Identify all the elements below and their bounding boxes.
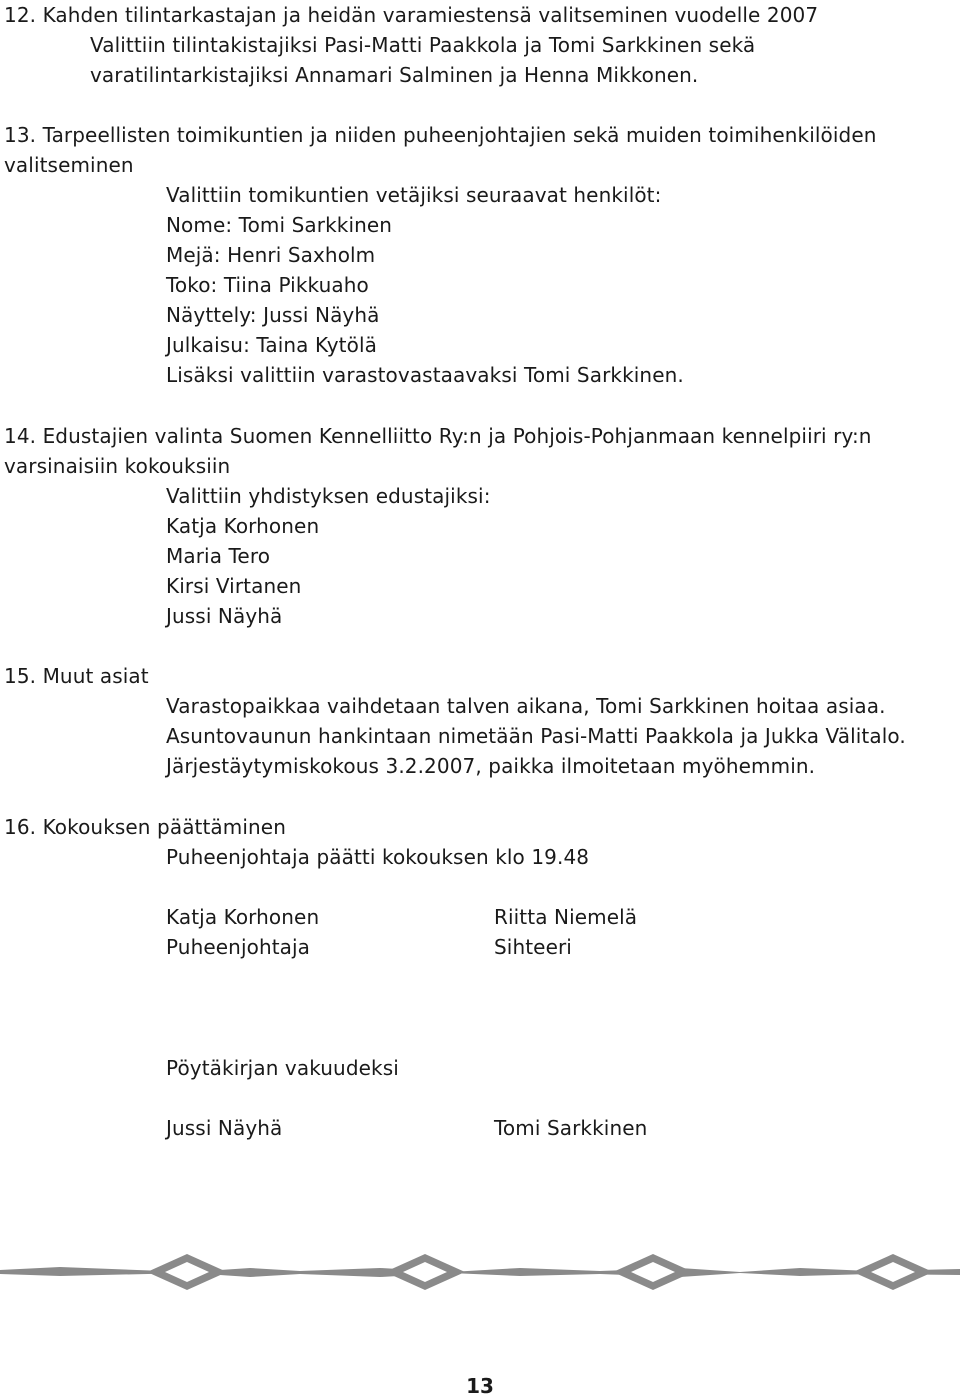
signature-left-name: Katja Korhonen xyxy=(166,905,320,929)
section-14-line-1: Valittiin yhdistyksen edustajiksi: xyxy=(166,484,491,508)
ornament-divider xyxy=(0,1250,960,1294)
section-14-heading: 14. Edustajien valinta Suomen Kennelliitto Ry:n ja Pohjois-Pohjanmaan kennelpiiri ry:n xyxy=(4,424,872,448)
section-13-heading: 13. Tarpeellisten toimikuntien ja niiden puheenjohtajien sekä muiden toimihenkilöiden xyxy=(4,123,877,147)
section-13-line-4: Toko: Tiina Pikkuaho xyxy=(166,273,369,297)
signature-left-role: Puheenjohtaja xyxy=(166,935,311,959)
section-13-line-7: Lisäksi valittiin varastovastaavaksi Tomi Sarkkinen. xyxy=(166,363,684,387)
page-number: 13 xyxy=(466,1374,494,1398)
section-13-line-2: Nome: Tomi Sarkkinen xyxy=(166,213,393,237)
section-15-line-1: Varastopaikkaa vaihdetaan talven aikana, Tomi Sarkkinen hoitaa asiaa. xyxy=(166,694,886,718)
section-14-line-5: Jussi Näyhä xyxy=(166,604,283,628)
section-16-heading: 16. Kokouksen päättäminen xyxy=(4,815,286,839)
section-12-line-1: Valittiin tilintakistajiksi Pasi-Matti Paakkola ja Tomi Sarkkinen sekä xyxy=(90,33,756,57)
section-14-heading-cont: varsinaisiin kokouksiin xyxy=(4,454,231,478)
signature-right-name: Riitta Niemelä xyxy=(494,905,638,929)
section-15-line-2: Asuntovaunun hankintaan nimetään Pasi-Matti Paakkola ja Jukka Välitalo. xyxy=(166,724,906,748)
section-14-line-4: Kirsi Virtanen xyxy=(166,574,302,598)
signature-right-role: Sihteeri xyxy=(494,935,572,959)
section-13-line-3: Mejä: Henri Saxholm xyxy=(166,243,376,267)
verifier-right-name: Tomi Sarkkinen xyxy=(494,1116,648,1140)
section-13-line-6: Julkaisu: Taina Kytölä xyxy=(166,333,377,357)
verification-label: Pöytäkirjan vakuudeksi xyxy=(166,1056,399,1080)
section-15-line-3: Järjestäytymiskokous 3.2.2007, paikka ilmoitetaan myöhemmin. xyxy=(166,754,816,778)
section-14-line-2: Katja Korhonen xyxy=(166,514,320,538)
section-16-line-1: Puheenjohtaja päätti kokouksen klo 19.48 xyxy=(166,845,590,869)
section-13-line-5: Näyttely: Jussi Näyhä xyxy=(166,303,380,327)
section-12-heading: 12. Kahden tilintarkastajan ja heidän varamiestensä valitseminen vuodelle 2007 xyxy=(4,3,819,27)
section-15-heading: 15. Muut asiat xyxy=(4,664,149,688)
section-13-line-1: Valittiin tomikuntien vetäjiksi seuraavat henkilöt: xyxy=(166,183,662,207)
section-14-line-3: Maria Tero xyxy=(166,544,271,568)
section-13-heading-cont: valitseminen xyxy=(4,153,134,177)
section-12-line-2: varatilintarkistajiksi Annamari Salminen ja Henna Mikkonen. xyxy=(90,63,699,87)
verifier-left-name: Jussi Näyhä xyxy=(166,1116,283,1140)
